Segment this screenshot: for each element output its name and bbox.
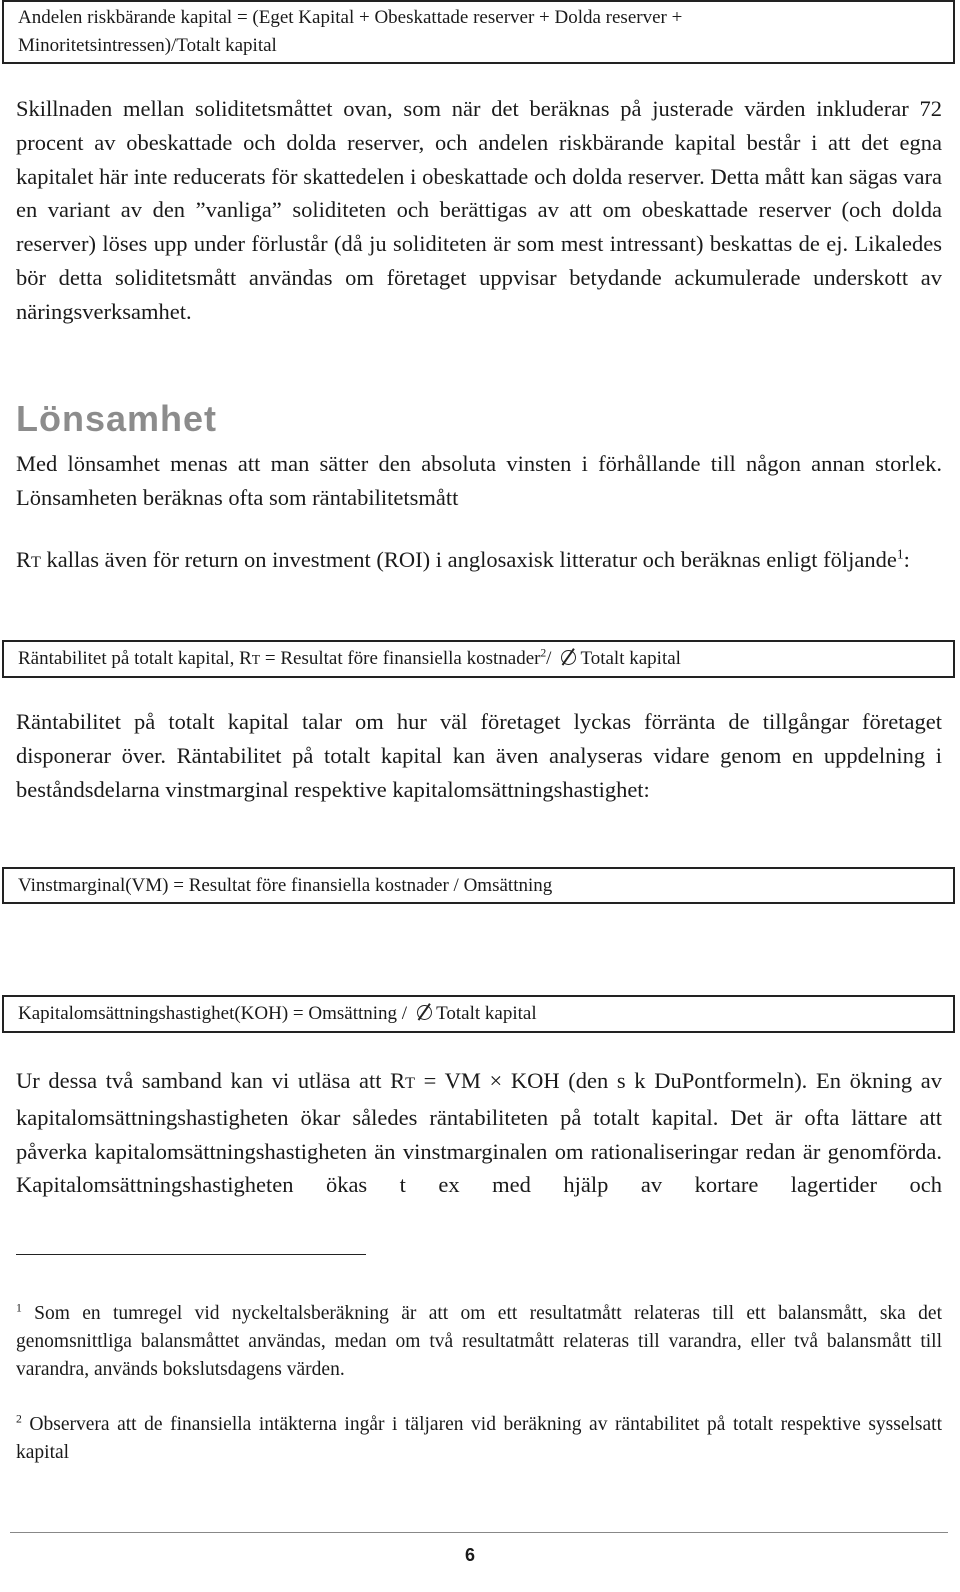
rt-symbol-t: T xyxy=(31,553,41,571)
footer-rule xyxy=(10,1532,948,1533)
footnote-2 xyxy=(16,1411,942,1467)
paragraph-rantabilitet-analys: Räntabilitet på totalt kapital talar om hur väl företaget lyckas förränta de tillgångar företaget disponerar över. Räntabilitet på totalt kapital kan även analyseras vidare genom en uppdelning i beståndsdelarna vinstmarginal respektive kapitalomsättningshastighet: xyxy=(16,709,942,802)
dupont-text-b: = VM × KOH (den s k DuPontformeln). En ökning av kapitalomsättningshastigheten ökar således räntabiliteten på totalt kapital. Det är ofta lättare att påverka kapitalomsättningshastigheten än vinstmarginalen om rationaliseringar redan är genomförda. Kapitalomsättningshastigheten ökas t ex med hjälp av kortare lagertider och xyxy=(16,1068,943,1198)
dupont-rt-t: T xyxy=(405,1074,416,1092)
footnote-1 xyxy=(16,1300,942,1384)
paragraph-lonsamhet-definition: Med lönsamhet menas att man sätter den absoluta vinsten i förhållande till någon annan storlek. Lönsamheten beräknas ofta som räntabilitetsmått xyxy=(16,451,942,510)
footnote-ref-2: 2 xyxy=(540,647,547,660)
footnote-1-text: Som en tumregel vid nyckeltalsberäkning är att om ett resultatmått relateras till ett balansmått, ska det genomsnittliga balansmåttet användas, medan om två resultatmått relateras till varandra, eller två balansmått till varandra, används bokslutsdagens värden. xyxy=(16,1303,942,1380)
paragraph-dupont xyxy=(16,1064,942,1202)
rt-symbol-r: R xyxy=(16,547,32,572)
formula-koh-text-b: Totalt kapital xyxy=(436,1003,537,1024)
footnote-number-1: 1 xyxy=(16,1301,22,1315)
footnote-number-2: 2 xyxy=(16,1412,22,1426)
formula-box-riskbarande-kapital xyxy=(2,0,955,64)
average-diameter-icon xyxy=(417,1005,432,1020)
formula-vm-text: Vinstmarginal(VM) = Resultat före finansiella kostnader / Omsättning xyxy=(18,875,553,896)
section-heading-lonsamhet: Lönsamhet xyxy=(16,398,218,439)
footnote-ref-1: 1 xyxy=(896,546,904,562)
average-diameter-icon xyxy=(561,650,576,665)
formula-koh-text-a: Kapitalomsättningshastighet(KOH) = Omsättning / xyxy=(18,1003,408,1024)
paragraph-soliditet: Skillnaden mellan soliditetsmåttet ovan, som när det beräknas på justerade värden inkluderar 72 procent av obeskattade och dolda reserver, och andelen riskbärande kapital består i att det egna kapitalet här inte reducerats för skattedelen i obeskattade och dolda reserver. Detta mått kan sägas vara en variant av den ”vanliga” soliditeten och berättigas av att om obeskattade reserver (och dolda reserver) löses upp under förlustår (då ju soliditeten är som mest intressant) beskattas de ej. Likaledes bör detta soliditetsmått användas om företaget uppvisar betydande ackumulerade underskott av näringsverksamhet. xyxy=(16,96,942,324)
formula-rt-text-a: Räntabilitet på totalt kapital, R xyxy=(18,648,252,669)
formula-line-1: Andelen riskbärande kapital = (Eget Kapital + Obeskattade reserver + Dolda reserver + xyxy=(18,7,683,28)
page-number: 6 xyxy=(464,1545,475,1565)
formula-rt-text-d: Totalt kapital xyxy=(580,648,681,669)
formula-box-koh xyxy=(2,995,955,1033)
formula-rt-slash: / xyxy=(546,648,552,669)
formula-box-vinstmarginal xyxy=(2,867,955,904)
paragraph-roi xyxy=(16,543,942,580)
formula-line-2: Minoritetsintressen)/Totalt kapital xyxy=(18,35,277,56)
footnote-2-text: Observera att de finansiella intäkterna ingår i täljaren vid beräkning av räntabilitet på totalt respektive sysselsatt kapital xyxy=(16,1414,942,1463)
roi-text-end: : xyxy=(903,547,910,572)
formula-box-rantabilitet xyxy=(2,640,955,678)
formula-rt-t: T xyxy=(251,652,261,667)
roi-text: kallas även för return on investment (ROI) i anglosaxisk litteratur och beräknas enligt följande xyxy=(40,547,897,572)
dupont-text-a: Ur dessa två samband kan vi utläsa att R xyxy=(16,1068,406,1093)
formula-rt-text-b: = Resultat före finansiella kostnader xyxy=(260,648,541,669)
footnote-separator xyxy=(16,1254,366,1255)
